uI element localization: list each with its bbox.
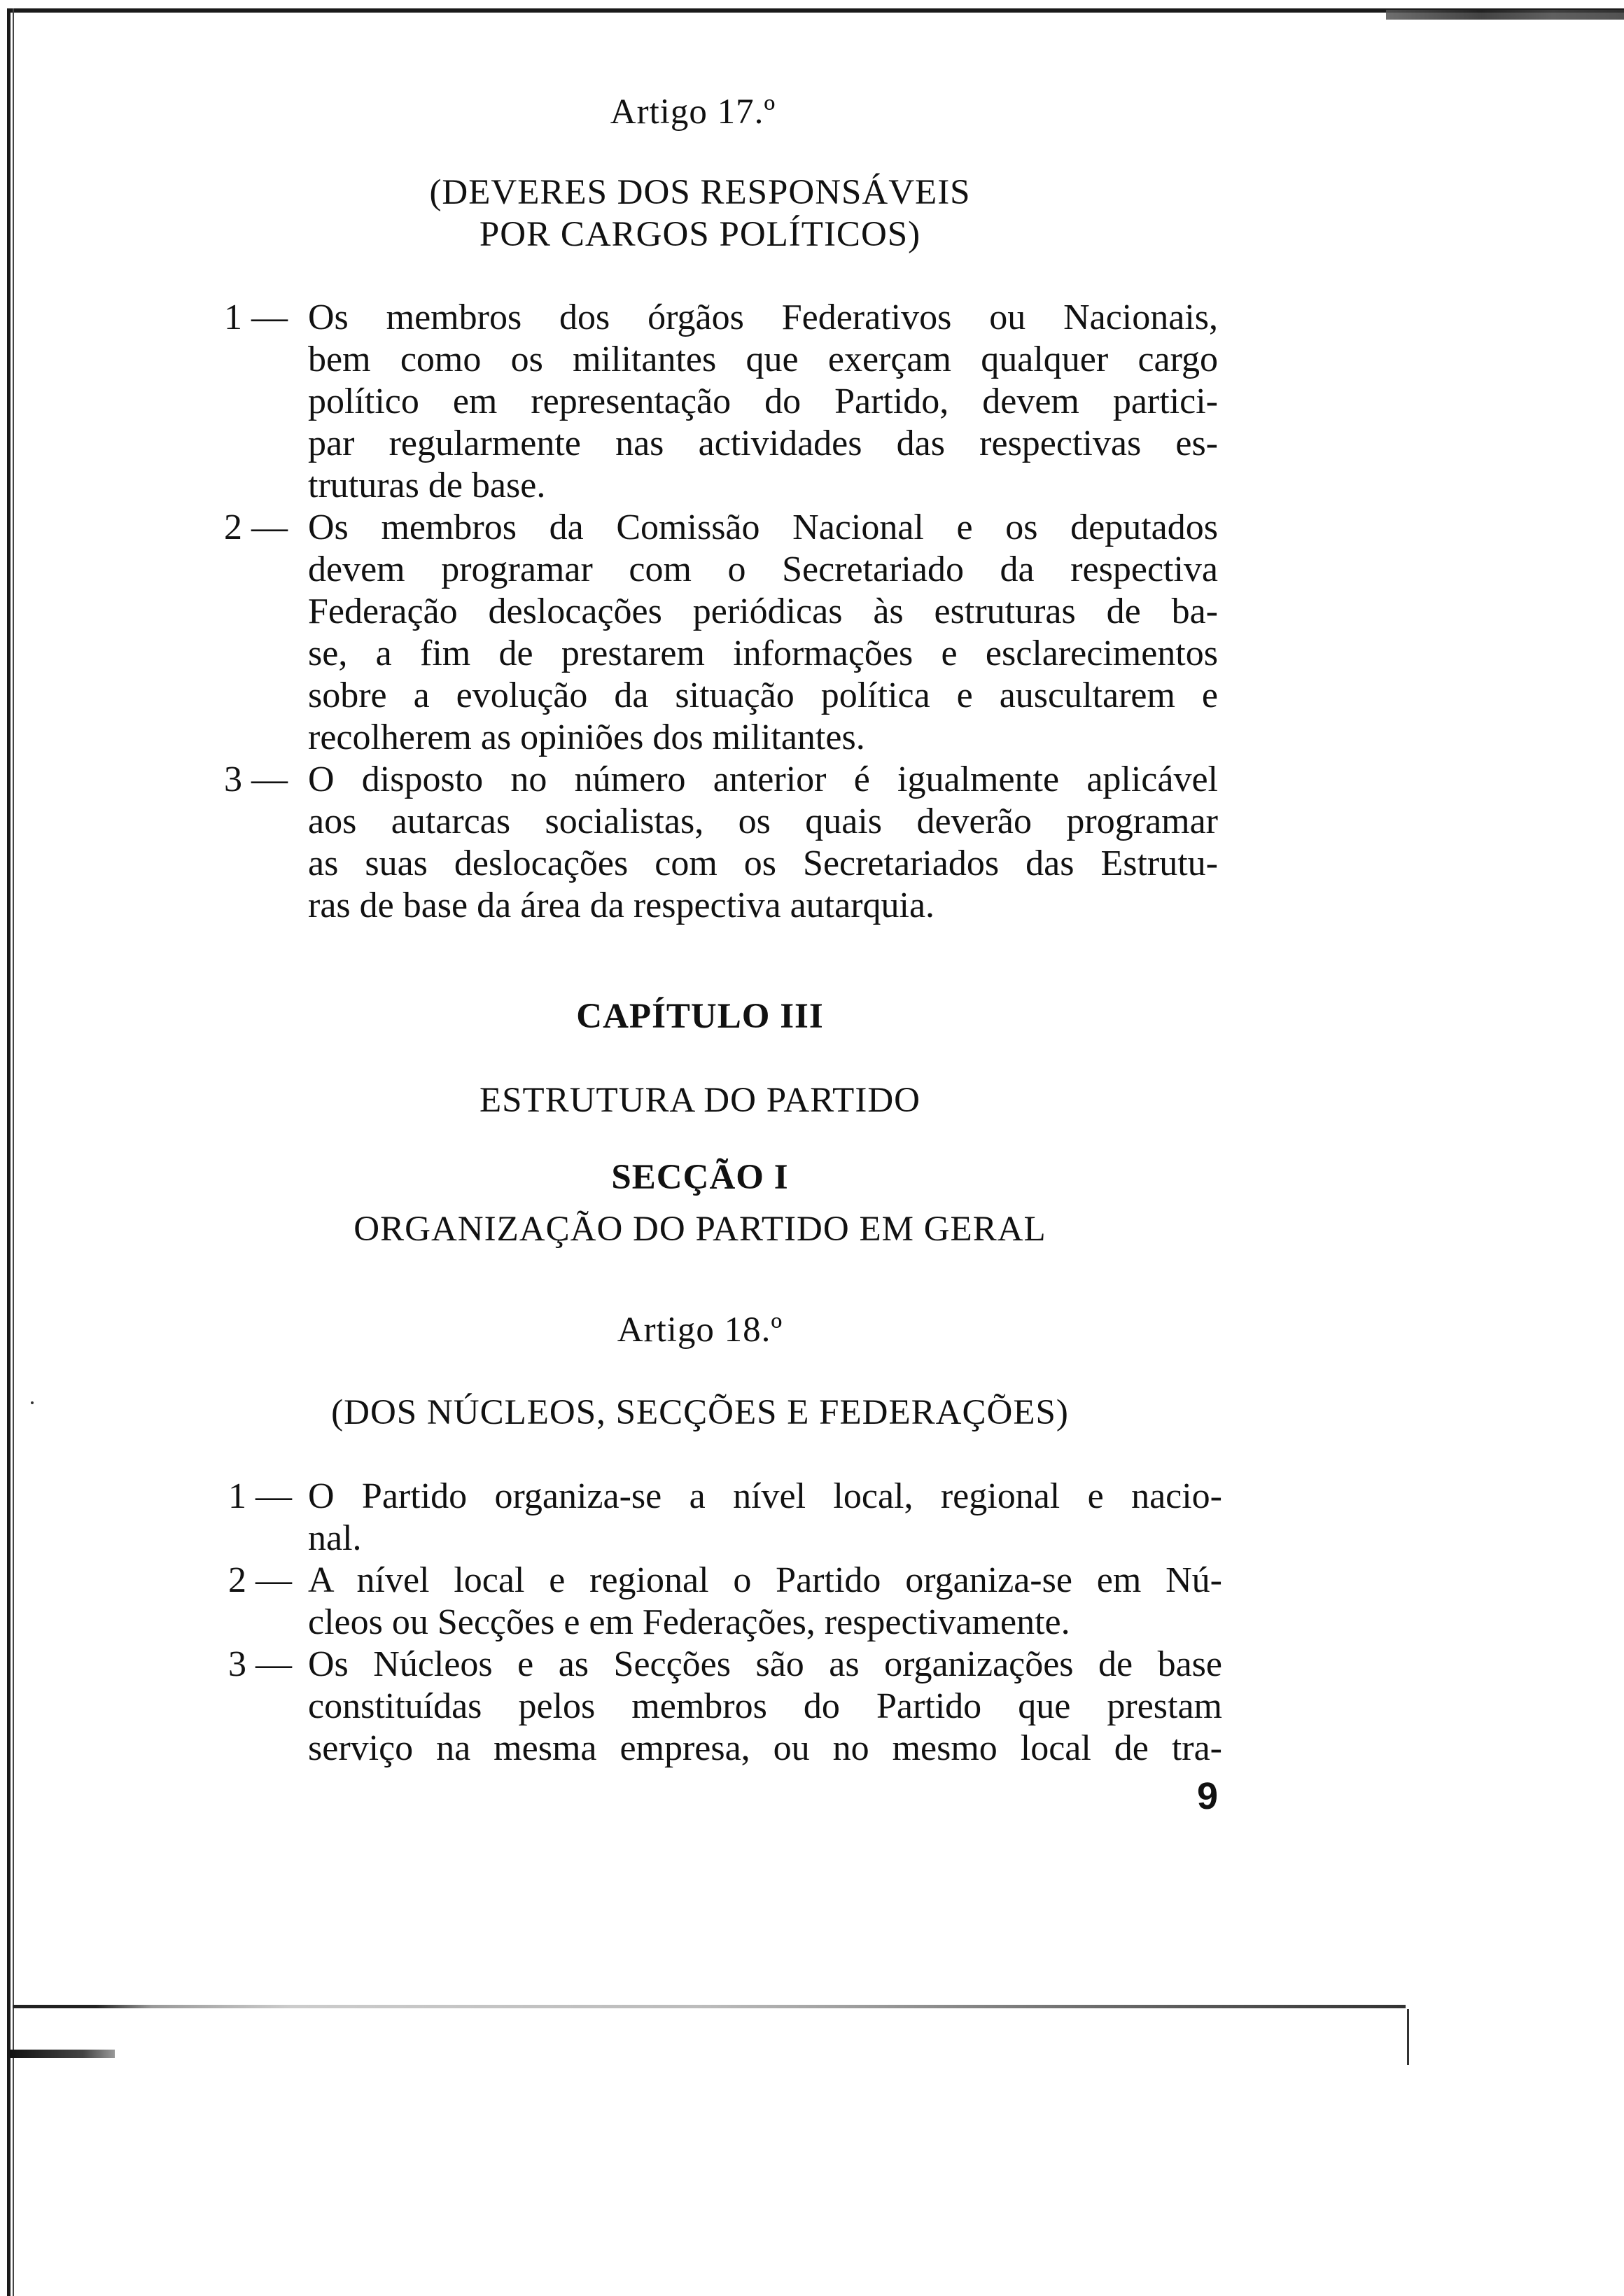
item-number: 1 — bbox=[224, 298, 288, 337]
article-17-item-3 bbox=[224, 759, 1218, 927]
item-line: recolherem as opiniões dos militantes. bbox=[308, 718, 865, 757]
item-line: O disposto no número anterior é igualmente aplicável bbox=[308, 760, 1218, 799]
item-line: Os membros dos órgãos Federativos ou Nacionais, bbox=[308, 298, 1218, 337]
item-number: 1 — bbox=[228, 1476, 292, 1516]
item-line: ras de base da área da respectiva autarquia. bbox=[308, 886, 935, 925]
article-17-heading: Artigo 17.º bbox=[610, 92, 776, 132]
article-17-item-1 bbox=[224, 297, 1218, 507]
chapter-label: CAPÍTULO III bbox=[576, 997, 824, 1036]
article-18-item-1 bbox=[228, 1476, 1222, 1560]
article-17-item-2 bbox=[224, 507, 1218, 759]
scan-border-top bbox=[10, 8, 1624, 13]
item-line: as suas deslocações com os Secretariados das Estrutu- bbox=[308, 844, 1218, 883]
item-line: aos autarcas socialistas, os quais deverão programar bbox=[308, 802, 1218, 841]
article-17-title-line-1: (DEVERES DOS RESPONSÁVEIS bbox=[429, 173, 971, 212]
scan-bottom-tick bbox=[1407, 2009, 1409, 2065]
item-line: A nível local e regional o Partido organiza-se em Nú- bbox=[308, 1560, 1222, 1600]
item-line: se, a fim de prestarem informações e esclarecimentos bbox=[308, 634, 1218, 673]
item-number: 2 — bbox=[224, 507, 288, 547]
item-line: Os Núcleos e as Secções são as organizações de base bbox=[308, 1644, 1222, 1684]
item-number: 2 — bbox=[228, 1560, 292, 1600]
scan-bottom-edge bbox=[13, 2005, 1406, 2008]
scan-left-smudge bbox=[10, 2050, 115, 2058]
article-18-heading: Artigo 18.º bbox=[617, 1310, 783, 1350]
chapter-title: ESTRUTURA DO PARTIDO bbox=[479, 1081, 920, 1120]
page-number: 9 bbox=[1196, 1775, 1218, 1817]
item-line: sobre a evolução da situação política e auscultarem e bbox=[308, 676, 1218, 715]
item-line: par regularmente nas actividades das respectivas es- bbox=[308, 424, 1218, 463]
article-18-item-3 bbox=[228, 1644, 1222, 1770]
article-18-title: (DOS NÚCLEOS, SECÇÕES E FEDERAÇÕES) bbox=[331, 1393, 1069, 1432]
item-line: constituídas pelos membros do Partido que prestam bbox=[308, 1686, 1222, 1726]
item-line: Federação deslocações periódicas às estruturas de ba- bbox=[308, 592, 1218, 631]
scan-border-left-inner bbox=[13, 8, 14, 2296]
item-line: político em representação do Partido, devem partici- bbox=[308, 382, 1218, 421]
item-line: devem programar com o Secretariado da respectiva bbox=[308, 550, 1218, 589]
item-line: cleos ou Secções e em Federações, respectivamente. bbox=[308, 1602, 1070, 1642]
item-line: O Partido organiza-se a nível local, regional e nacio- bbox=[308, 1476, 1222, 1516]
scan-border-left bbox=[7, 8, 10, 2296]
item-number: 3 — bbox=[224, 760, 288, 799]
item-line: truturas de base. bbox=[308, 465, 546, 505]
item-line: nal. bbox=[308, 1518, 362, 1558]
scan-border-top-smudge bbox=[1386, 10, 1624, 20]
item-line: serviço na mesma empresa, ou no mesmo local de tra- bbox=[308, 1728, 1222, 1768]
section-label: SECÇÃO I bbox=[611, 1158, 789, 1197]
item-line: Os membros da Comissão Nacional e os deputados bbox=[308, 507, 1218, 547]
article-18-item-2 bbox=[228, 1560, 1222, 1644]
item-line: bem como os militantes que exerçam qualquer cargo bbox=[308, 340, 1218, 379]
article-17-title-line-2: POR CARGOS POLÍTICOS) bbox=[479, 215, 921, 254]
section-title: ORGANIZAÇÃO DO PARTIDO EM GERAL bbox=[354, 1210, 1046, 1249]
item-number: 3 — bbox=[228, 1644, 292, 1684]
